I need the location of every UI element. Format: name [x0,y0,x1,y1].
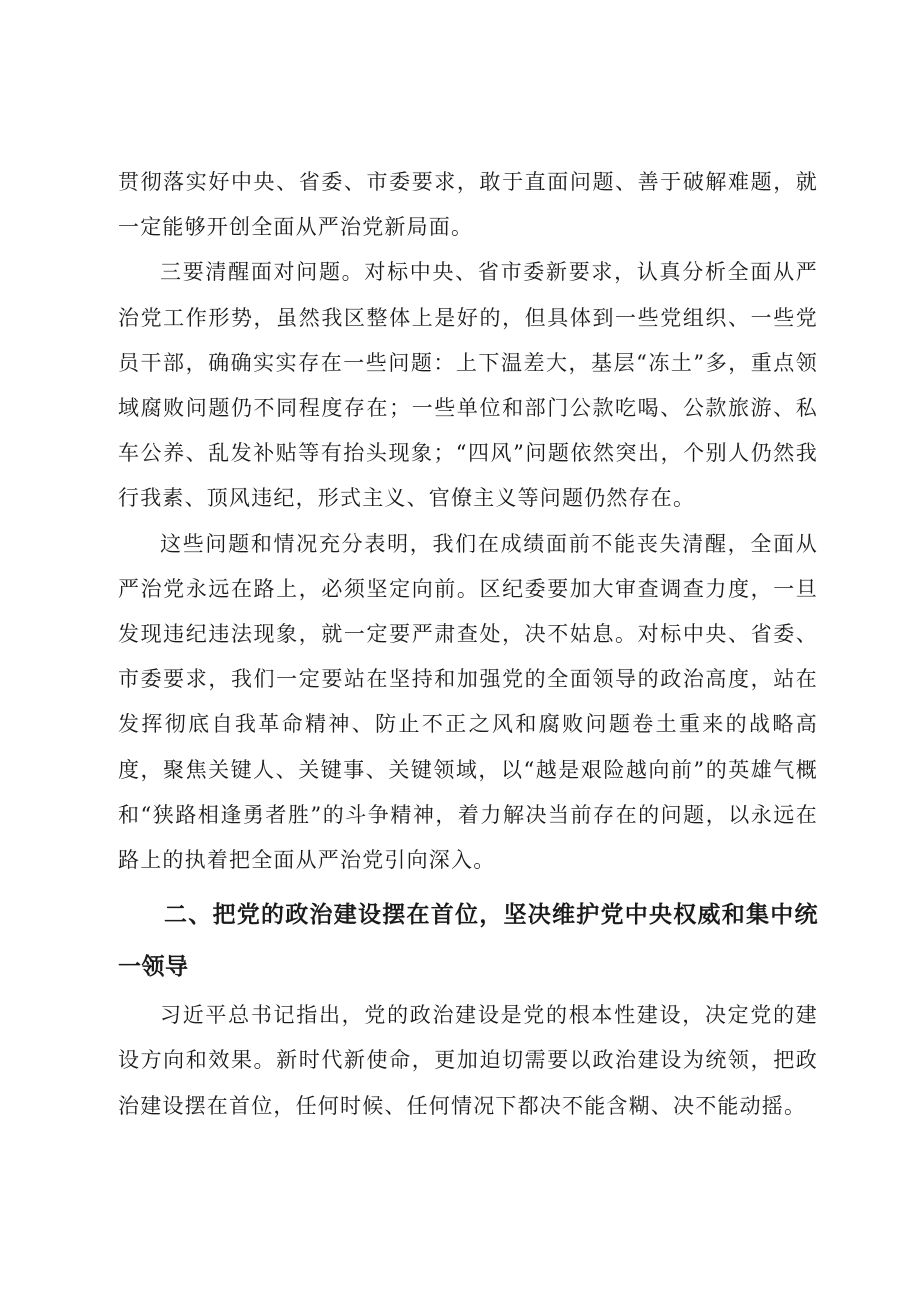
section-heading-political-construction: 二、把党的政治建设摆在首位，坚决维护党中央权威和集中统一领导 [118,902,818,981]
document-body [118,160,818,1129]
paragraph-problems-indicate: 这些问题和情况充分表明，我们在成绩面前不能丧失清醒，全面从严治党永远在路上，必须坚定向前。区纪委要加大审查调查力度，一旦发现违纪违法现象，就一定要严肃查处，决不姑息。对标中央、省委、市委要求，我们一定要站在坚持和加强党的全面领导的政治高度，站在发挥彻底自我革命精神、防止不正之风和腐败问题卷土重来的战略高度，聚焦关键人、关键事、关键领域，以“越是艰险越向前”的英雄气概和“狭路相逢勇者胜”的斗争精神，着力解决当前存在的问题，以永远在路上的执着把全面从严治党引向深入。 [118,531,818,873]
paragraph-three-clear-problems: 三要清醒面对问题。对标中央、省市委新要求，认真分析全面从严治党工作形势，虽然我区整体上是好的，但具体到一些党组织、一些党员干部，确确实实存在一些问题：上下温差大，基层“冻土”多，重点领域腐败问题仍不同程度存在；一些单位和部门公款吃喝、公款旅游、私车公养、乱发补贴等有抬头现象；“四风”问题依然突出，个别人仍然我行我素、顶风违纪，形式主义、官僚主义等问题仍然存在。 [118,260,818,511]
paragraph-continuation: 贯彻落实好中央、省委、市委要求，敢于直面问题、善于破解难题，就一定能够开创全面从严治党新局面。 [118,170,818,240]
paragraph-xi-statement: 习近平总书记指出，党的政治建设是党的根本性建设，决定党的建设方向和效果。新时代新使命，更加迫切需要以政治建设为统领，把政治建设摆在首位，任何时候、任何情况下都决不能含糊、决不能动摇。 [118,1003,818,1118]
